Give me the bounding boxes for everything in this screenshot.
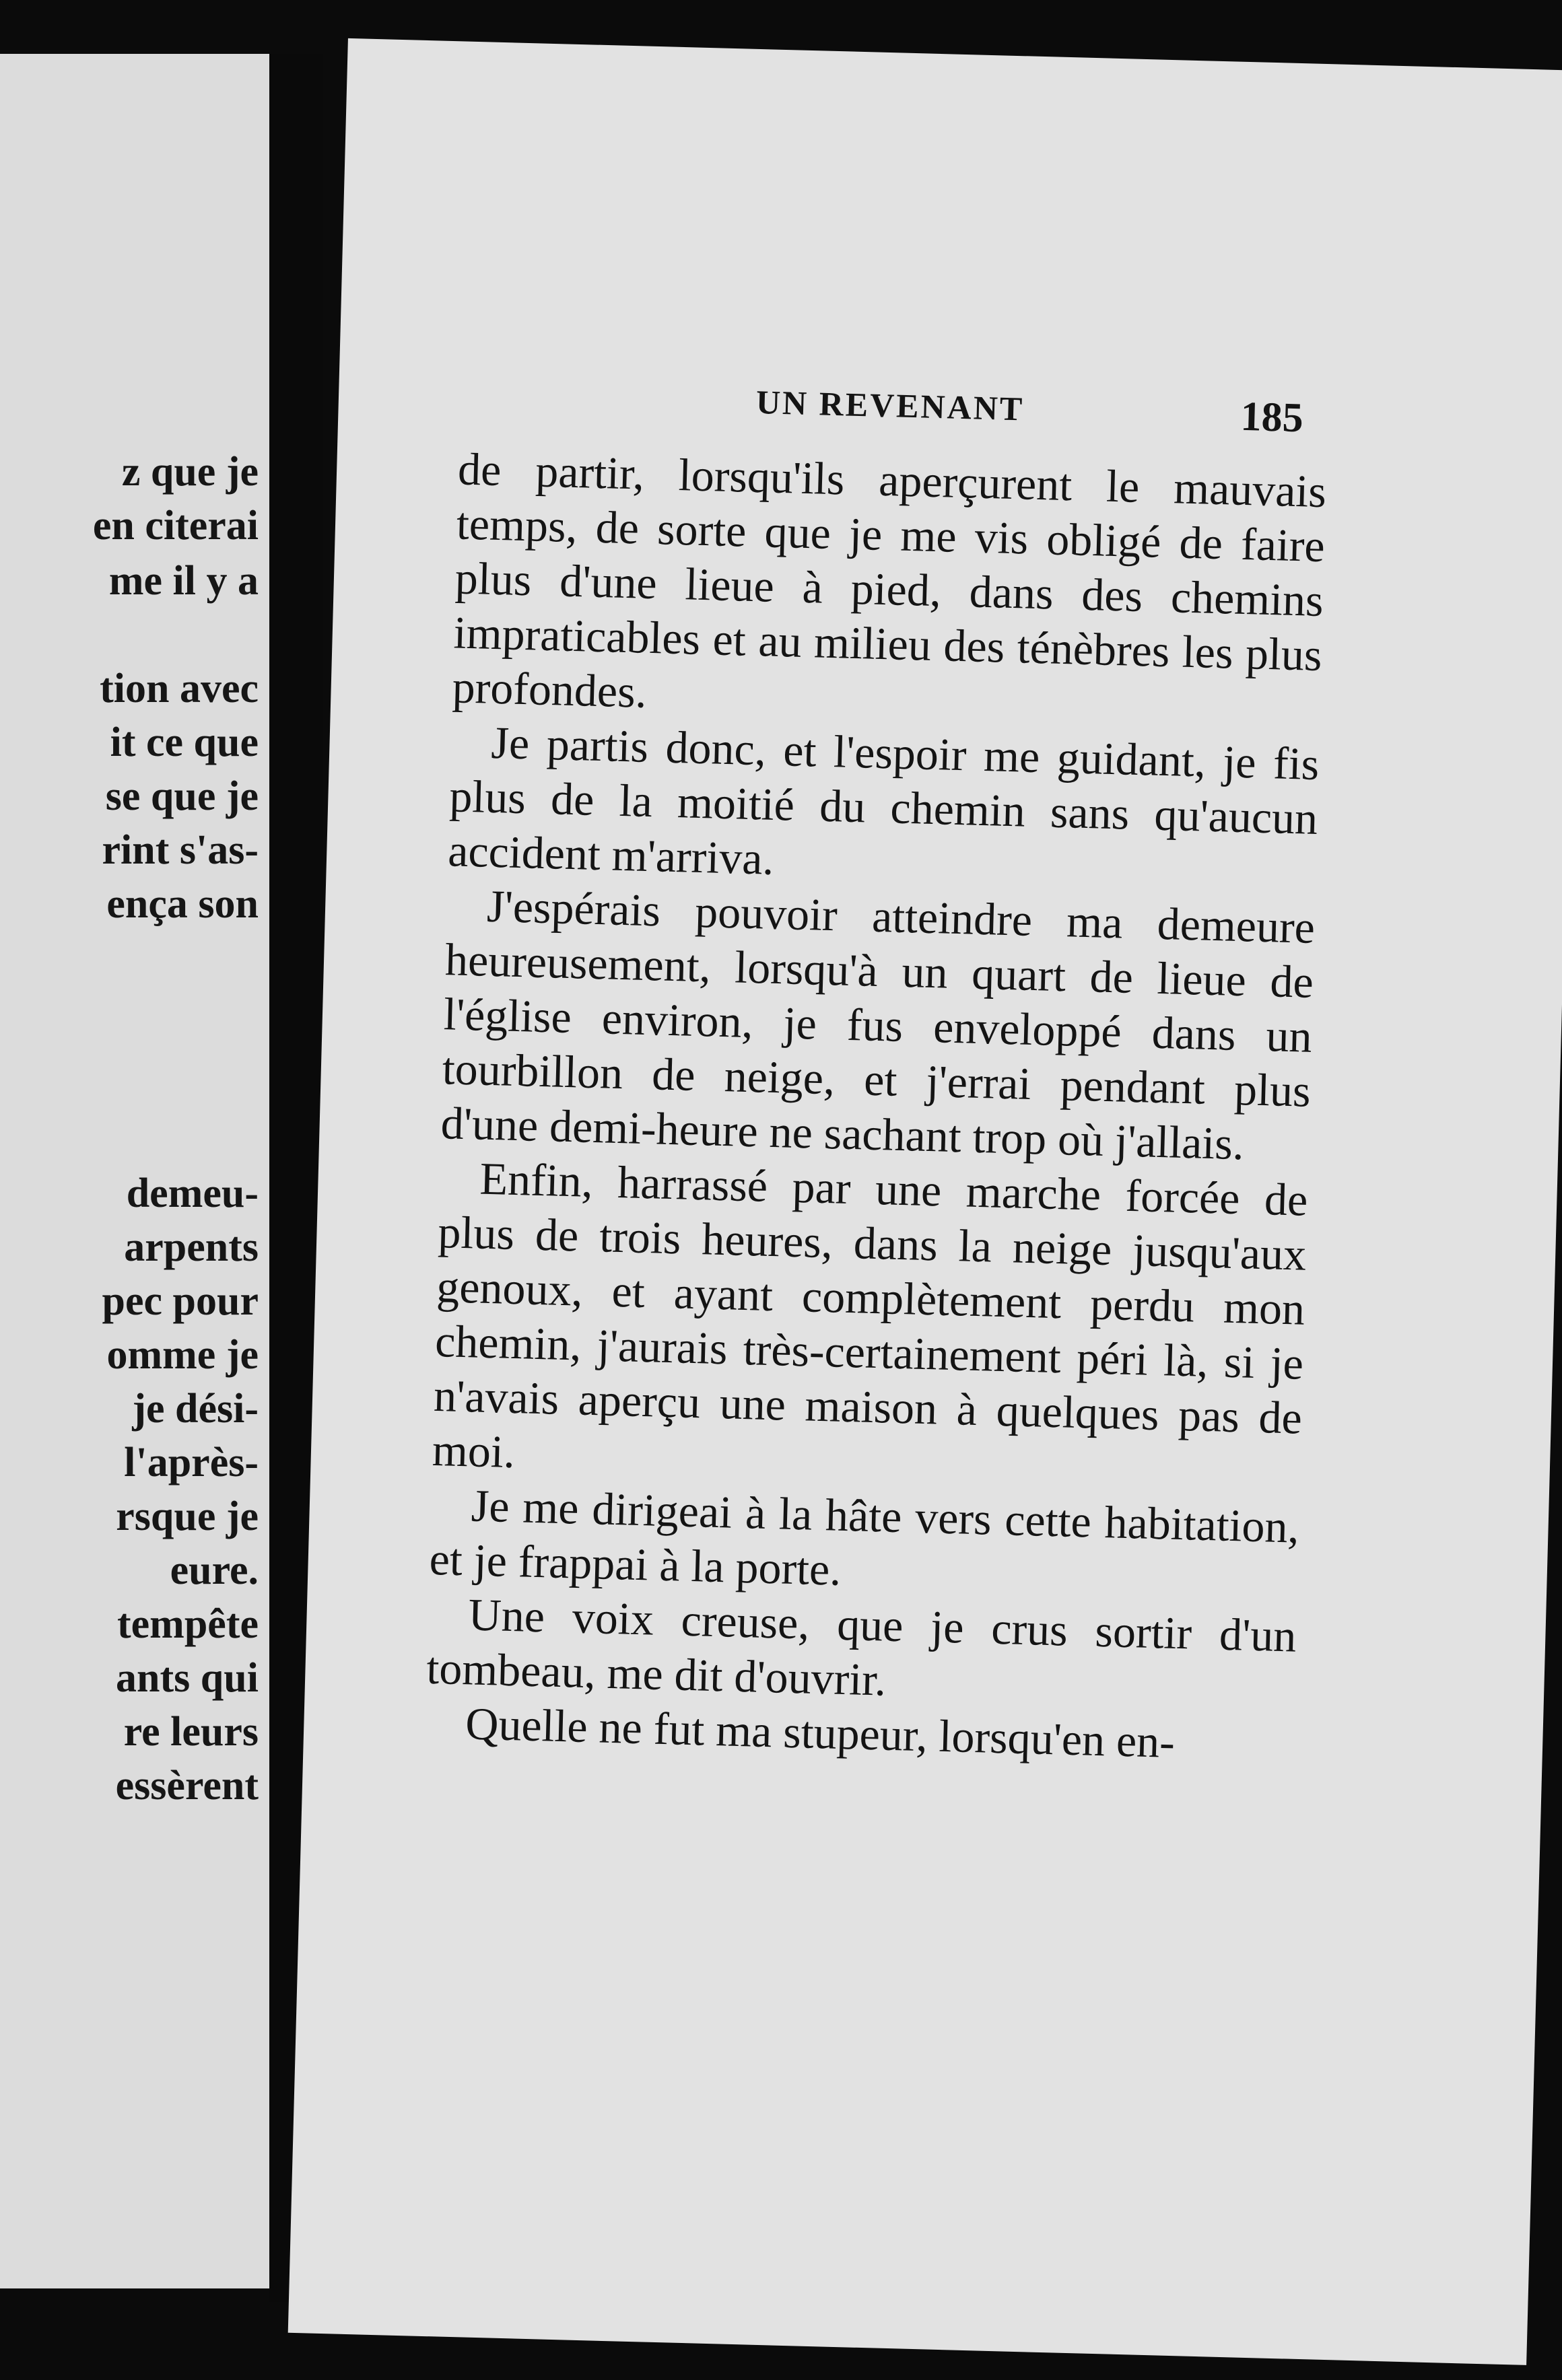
left-page-line: pec pour [102,1278,259,1324]
left-page-line: omme je [106,1332,259,1378]
paragraph: Une voix creuse, que je crus sortir d'un tombeau, me dit d'ouvrir. [426,1588,1297,1706]
left-page-line: eure. [170,1547,259,1593]
paragraph: Quelle ne fut ma stupeur, lorsqu'en en- [465,1698,1176,1768]
left-page-line: ença son [106,881,259,927]
left-page-line: re leurs [123,1709,259,1755]
left-page-line: ants qui [116,1655,259,1701]
paragraph: Je me dirigeai à la hâte vers cette habitation, et je frappai à la porte. [428,1479,1300,1595]
left-page-line: me il y a [108,558,259,604]
left-page-line: rint s'as- [102,827,259,873]
right-page [288,38,1562,2365]
left-page-line: tempête [117,1601,259,1647]
left-page-line: z que je [121,449,259,495]
left-page-line: it ce que [110,720,259,765]
paragraph: J'espérais pouvoir atteindre ma demeure heureusement, lorsqu'à un quart de lieue de l'église environ, je fus enveloppé dans un tourbillon de neige, et j'errai pendant plus d'une demi-heure ne sachant trop où j'allais. [440,880,1316,1170]
left-page-line: arpents [124,1224,259,1270]
left-page-line: l'après- [124,1440,259,1485]
left-page [0,54,283,2288]
left-page-line: je dési- [132,1386,259,1432]
paragraph: Enfin, harrassé par une marche forcée de plus de trois heures, dans la neige jusqu'aux genoux, et ayant complètement perdu mon chemin, j'aurais très-certainement péri là, si je n'avais aperçu une maison à quelques pas de moi. [432,1152,1309,1478]
running-head: UN REVENANT [755,382,1025,428]
paragraph: Je partis donc, et l'espoir me guidant, je fis plus de la moitié du chemin sans qu'aucun accident m'arriva. [447,716,1320,884]
left-page-line: se que je [105,773,259,819]
left-page-line: tion avec [100,666,259,711]
paragraph: de partir, lorsqu'ils aperçurent le mauvais temps, de sorte que je me vis obligé de faire plus d'une lieue à pied, dans des chemins impraticables et au milieu des ténèbres les plus profondes. [451,443,1327,718]
body-text [424,442,1326,1772]
left-page-line: essèrent [115,1763,259,1809]
left-page-line: rsque je [116,1494,259,1539]
page-number: 185 [1240,393,1304,442]
left-page-line: demeu- [126,1170,259,1216]
left-page-line: en citerai [92,503,259,549]
